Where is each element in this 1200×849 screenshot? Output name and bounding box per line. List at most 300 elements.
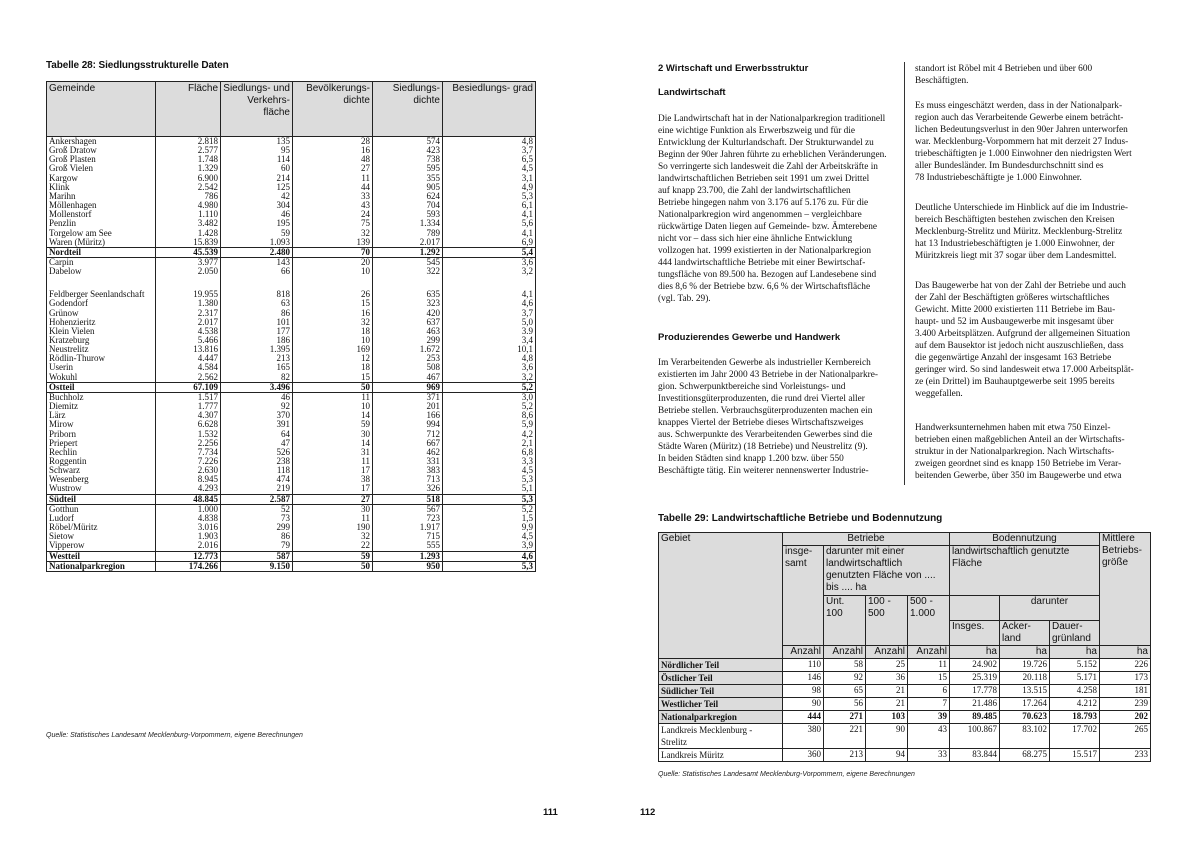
value-cell: 213 <box>824 749 866 762</box>
value-cell: 508 <box>373 363 443 372</box>
value-cell: 4,5 <box>443 532 536 541</box>
t29-unit-anzahl-4: Anzahl <box>908 646 950 659</box>
value-cell: 20.118 <box>1000 672 1050 685</box>
value-cell: 135 <box>221 137 293 147</box>
value-cell: 114 <box>221 155 293 164</box>
value-cell: 27 <box>293 494 373 504</box>
value-cell: 83.844 <box>950 749 1000 762</box>
table-29-title: Tabelle 29: Landwirtschaftliche Betriebe und Bodennutzung <box>658 513 943 524</box>
gemeinde-cell: Rödlin-Thurow <box>47 354 156 363</box>
gemeinde-cell: Ludorf <box>47 514 156 523</box>
gemeinde-cell: Torgelow am See <box>47 229 156 238</box>
value-cell: 16 <box>293 146 373 155</box>
value-cell: 190 <box>293 523 373 532</box>
value-cell: 48 <box>293 155 373 164</box>
value-cell: 786 <box>156 192 221 201</box>
value-cell: 42 <box>221 192 293 201</box>
table-row <box>47 137 536 147</box>
value-cell: 3,0 <box>443 392 536 402</box>
gemeinde-cell: Lärz <box>47 411 156 420</box>
value-cell: 7.226 <box>156 457 221 466</box>
table-29-source: Quelle: Statistisches Landesamt Mecklenburg-Vorpommern, eigene Berechnungen <box>658 771 915 778</box>
table-row <box>47 439 536 448</box>
gemeinde-cell: Nordteil <box>47 247 156 257</box>
value-cell: 5,3 <box>443 561 536 571</box>
value-cell: 723 <box>373 514 443 523</box>
value-cell: 587 <box>221 551 293 561</box>
value-cell: 2.630 <box>156 466 221 475</box>
t29-header-gebiet: Gebiet <box>659 533 783 659</box>
value-cell: 4.212 <box>1050 698 1100 711</box>
gemeinde-cell: Röbel/Müritz <box>47 523 156 532</box>
value-cell: 12.773 <box>156 551 221 561</box>
value-cell: 2,1 <box>443 439 536 448</box>
value-cell: 83.102 <box>1000 724 1050 749</box>
gemeinde-cell: Rechlin <box>47 448 156 457</box>
table-row <box>47 210 536 219</box>
value-cell: 25 <box>866 659 908 672</box>
value-cell: 70.623 <box>1000 711 1050 724</box>
table-28-source: Quelle: Statistisches Landesamt Mecklenburg-Vorpommern, eigene Berechnungen <box>46 732 303 739</box>
value-cell: 239 <box>1100 698 1151 711</box>
value-cell: 3,3 <box>443 457 536 466</box>
value-cell: 110 <box>783 659 824 672</box>
value-cell: 2.017 <box>373 238 443 248</box>
value-cell: 1.748 <box>156 155 221 164</box>
table-row <box>47 155 536 164</box>
value-cell: 420 <box>373 309 443 318</box>
value-cell: 5,1 <box>443 484 536 494</box>
gemeinde-cell: Neustrelitz <box>47 345 156 354</box>
value-cell: 25.319 <box>950 672 1000 685</box>
value-cell: 4,1 <box>443 276 536 299</box>
value-cell: 2.577 <box>156 146 221 155</box>
value-cell: 5.152 <box>1050 659 1100 672</box>
value-cell: 1.329 <box>156 164 221 173</box>
value-cell: 82 <box>221 373 293 383</box>
table-row <box>659 672 1151 685</box>
value-cell: 950 <box>373 561 443 571</box>
value-cell: 5,9 <box>443 420 536 429</box>
gemeinde-cell: Carpin <box>47 258 156 268</box>
value-cell: 323 <box>373 299 443 308</box>
value-cell: 4.584 <box>156 363 221 372</box>
value-cell: 6,1 <box>443 201 536 210</box>
value-cell: 4,6 <box>443 551 536 561</box>
gemeinde-cell: Nationalparkregion <box>47 561 156 571</box>
value-cell: 712 <box>373 430 443 439</box>
value-cell: 18 <box>293 363 373 372</box>
t29-header-darunter: darunter <box>1000 596 1100 621</box>
value-cell: 4,6 <box>443 299 536 308</box>
value-cell: 6,5 <box>443 155 536 164</box>
value-cell: 2.818 <box>156 137 221 147</box>
value-cell: 44 <box>293 183 373 192</box>
value-cell: 2.050 <box>156 267 221 276</box>
t28-header-siedlungsdichte: Siedlungs- dichte <box>373 82 443 137</box>
value-cell: 6,9 <box>443 238 536 248</box>
table-row <box>659 711 1151 724</box>
value-cell: 3,6 <box>443 363 536 372</box>
table-row <box>47 457 536 466</box>
gemeinde-cell: Hohenzieritz <box>47 318 156 327</box>
value-cell: 15.839 <box>156 238 221 248</box>
value-cell: 1.903 <box>156 532 221 541</box>
value-cell: 18 <box>293 327 373 336</box>
value-cell: 59 <box>293 420 373 429</box>
paragraph-baugewerbe: Das Baugewerbe hat von der Zahl der Betriebe und auch der Zahl der Beschäftigten größeres wirtschaftliches Gewicht. Mitte 2000 existierten 111 Betriebe im Bau- haupt- und 52 im Ausbaugewerbe mit insgesamt über 3.400 Arbeitsplätzen. Aufgrund der allgemeinen Situation auf dem Bausektor ist jedoch nicht auszuschließen, dass die gegenwärtige Anzahl der insgesamt 163 Betriebe geringer wird. So sind landesweit etwa 17.000 Arbeitsplät- ze (ein Drittel) im Bauhauptgewerbe seit 1995 bereits weggefallen. <box>915 281 1134 399</box>
gemeinde-cell: Marihn <box>47 192 156 201</box>
value-cell: 5,2 <box>443 402 536 411</box>
table-row <box>47 363 536 372</box>
table-row <box>47 448 536 457</box>
gemeinde-cell: Klink <box>47 183 156 192</box>
value-cell: 32 <box>293 229 373 238</box>
value-cell: 17 <box>293 466 373 475</box>
t29-header-bodennutzung: Bodennutzung <box>950 533 1100 546</box>
paragraph-kreise: Deutliche Unterschiede im Hinblick auf die im Industrie- bereich Beschäftigten bestehen zwischen den Kreisen Mecklenburg-Strelitz und Müritz. Mecklenburg-Strelitz hat 13 Industriebeschäftigten je 1.000 Einwohner, der Müritzkreis liegt mit 37 sogar über dem Landesmittel. <box>915 203 1128 261</box>
value-cell: 67.109 <box>156 382 221 392</box>
value-cell: 238 <box>221 457 293 466</box>
gemeinde-cell: Grünow <box>47 309 156 318</box>
value-cell: 2.256 <box>156 439 221 448</box>
value-cell: 32 <box>293 318 373 327</box>
value-cell: 11 <box>293 174 373 183</box>
table-row <box>659 698 1151 711</box>
value-cell: 46 <box>221 392 293 402</box>
value-cell: 6.900 <box>156 174 221 183</box>
value-cell: 3,6 <box>443 258 536 268</box>
value-cell: 371 <box>373 392 443 402</box>
value-cell: 15.517 <box>1050 749 1100 762</box>
gemeinde-cell: Westteil <box>47 551 156 561</box>
value-cell: 1.293 <box>373 551 443 561</box>
value-cell: 219 <box>221 484 293 494</box>
value-cell: 322 <box>373 267 443 276</box>
value-cell: 1.093 <box>221 238 293 248</box>
table-row <box>47 276 536 299</box>
value-cell: 89.485 <box>950 711 1000 724</box>
gemeinde-cell: Mollenstorf <box>47 210 156 219</box>
value-cell: 713 <box>373 475 443 484</box>
value-cell: 715 <box>373 532 443 541</box>
value-cell: 43 <box>293 201 373 210</box>
gemeinde-cell: Groß Plasten <box>47 155 156 164</box>
table-row <box>47 299 536 308</box>
gemeinde-cell: Südteil <box>47 494 156 504</box>
value-cell: 14 <box>293 411 373 420</box>
value-cell: 1.532 <box>156 430 221 439</box>
value-cell: 169 <box>293 345 373 354</box>
value-cell: 2.587 <box>221 494 293 504</box>
value-cell: 4,2 <box>443 430 536 439</box>
gemeinde-cell: Diemitz <box>47 402 156 411</box>
value-cell: 213 <box>221 354 293 363</box>
value-cell: 3.977 <box>156 258 221 268</box>
table-row <box>659 724 1151 749</box>
gemeinde-cell: Priepert <box>47 439 156 448</box>
value-cell: 4,8 <box>443 354 536 363</box>
table-row <box>659 749 1151 762</box>
value-cell: 574 <box>373 137 443 147</box>
table-28-title: Tabelle 28: Siedlungsstrukturelle Daten <box>46 60 229 71</box>
value-cell: 233 <box>1100 749 1151 762</box>
value-cell: 186 <box>221 336 293 345</box>
value-cell: 3,9 <box>443 541 536 551</box>
value-cell: 1.517 <box>156 392 221 402</box>
table-row <box>47 382 536 392</box>
value-cell: 635 <box>373 276 443 299</box>
table-row <box>47 229 536 238</box>
value-cell: 46 <box>221 210 293 219</box>
value-cell: 380 <box>783 724 824 749</box>
value-cell: 3,4 <box>443 336 536 345</box>
value-cell: 43 <box>908 724 950 749</box>
paragraph-roebel: standort ist Röbel mit 4 Betrieben und über 600 Beschäftigten. <box>915 64 1093 86</box>
value-cell: 2.562 <box>156 373 221 383</box>
value-cell: 4,1 <box>443 210 536 219</box>
value-cell: 125 <box>221 183 293 192</box>
t29-header-ackerland: Acker- land <box>1000 621 1050 646</box>
value-cell: 50 <box>293 561 373 571</box>
value-cell: 2.317 <box>156 309 221 318</box>
gemeinde-cell: Userin <box>47 363 156 372</box>
value-cell: 94 <box>866 749 908 762</box>
table-row <box>47 504 536 514</box>
table-row <box>47 420 536 429</box>
value-cell: 221 <box>824 724 866 749</box>
t29-header-darunter-groesse: darunter mit einer landwirtschaftlich genutzten Fläche von .... bis .... ha <box>824 546 950 596</box>
value-cell: 1.334 <box>373 219 443 228</box>
value-cell: 667 <box>373 439 443 448</box>
value-cell: 299 <box>373 336 443 345</box>
value-cell: 21 <box>866 698 908 711</box>
value-cell: 6,8 <box>443 448 536 457</box>
t29-unit-ha-4: ha <box>1100 646 1151 659</box>
value-cell: 593 <box>373 210 443 219</box>
value-cell: 331 <box>373 457 443 466</box>
table-row <box>47 523 536 532</box>
value-cell: 90 <box>866 724 908 749</box>
table-row <box>47 146 536 155</box>
value-cell: 33 <box>293 192 373 201</box>
table-row <box>47 373 536 383</box>
value-cell: 5,2 <box>443 382 536 392</box>
table-row <box>47 392 536 402</box>
value-cell: 36 <box>866 672 908 685</box>
t29-header-spacer <box>950 596 1000 621</box>
gemeinde-cell: Wesenberg <box>47 475 156 484</box>
value-cell: 18.793 <box>1050 711 1100 724</box>
value-cell: 65 <box>824 685 866 698</box>
gemeinde-cell: Möllenhagen <box>47 201 156 210</box>
value-cell: 5.171 <box>1050 672 1100 685</box>
table-row <box>47 327 536 336</box>
value-cell: 22 <box>293 541 373 551</box>
value-cell: 17.778 <box>950 685 1000 698</box>
value-cell: 3.016 <box>156 523 221 532</box>
value-cell: 637 <box>373 318 443 327</box>
t29-unit-anzahl-2: Anzahl <box>824 646 866 659</box>
value-cell: 2.542 <box>156 183 221 192</box>
t29-header-lf: landwirtschaftlich genutzte Fläche <box>950 546 1100 596</box>
value-cell: 11 <box>293 514 373 523</box>
value-cell: 73 <box>221 514 293 523</box>
value-cell: 17 <box>293 484 373 494</box>
t29-header-100-500: 100 - 500 <box>866 596 908 646</box>
gemeinde-cell: Vipperow <box>47 541 156 551</box>
value-cell: 5,2 <box>443 504 536 514</box>
value-cell: 14 <box>293 439 373 448</box>
value-cell: 75 <box>293 219 373 228</box>
table-row <box>47 514 536 523</box>
paragraph-landwirtschaft: Die Landwirtschaft hat in der Nationalparkregion traditionell eine wichtige Funktion als Erwerbszweig und für die Entwicklung der Kulturlandschaft. Der Strukturwandel zu Beginn der 90er Jahren führte zu erheblichen Veränderungen. So verringerte sich landesweit die Zahl der Arbeitskräfte in landwirtschaftlichen Betrieben seit 1991 um zwei Drittel auf knapp 23.700, die Zahl der landwirtschaftlichen Betriebe hingegen nahm von 3.176 auf 5.176 zu. Für die Nationalparkregion wird angenommen – vergleichbare rückwärtige Daten liegen auf Gemeinde- bzw. Ämterebene nicht vor – dass sich hier eine ähnliche Entwicklung vollzogen hat. 1999 existierten in der Nationalparkregion 444 landwirtschaftliche Betriebe mit einer Bewirtschaf- tungsfläche von 89.500 ha. Bezogen auf Landesebene sind dies 8,6 % der Betriebe bzw. 6,6 % der Wirtschaftsfläche (vgl. Tab. 29). <box>658 114 887 304</box>
table-28-body <box>47 137 536 572</box>
value-cell: 101 <box>221 318 293 327</box>
value-cell: 13.816 <box>156 345 221 354</box>
column-divider <box>904 62 905 485</box>
gemeinde-cell: Gotthun <box>47 504 156 514</box>
t29-header-insgesamt: insge- samt <box>783 546 824 646</box>
gemeinde-cell: Priborn <box>47 430 156 439</box>
value-cell: 86 <box>221 309 293 318</box>
value-cell: 10 <box>293 402 373 411</box>
value-cell: 27 <box>293 164 373 173</box>
gebiet-cell: Östlicher Teil <box>659 672 783 685</box>
value-cell: 2.480 <box>221 247 293 257</box>
value-cell: 8,6 <box>443 411 536 420</box>
value-cell: 24 <box>293 210 373 219</box>
value-cell: 474 <box>221 475 293 484</box>
value-cell: 595 <box>373 164 443 173</box>
value-cell: 1.380 <box>156 299 221 308</box>
gemeinde-cell: Wustrow <box>47 484 156 494</box>
value-cell: 4.538 <box>156 327 221 336</box>
value-cell: 15 <box>293 299 373 308</box>
value-cell: 738 <box>373 155 443 164</box>
value-cell: 3.496 <box>221 382 293 392</box>
value-cell: 4,5 <box>443 164 536 173</box>
value-cell: 789 <box>373 229 443 238</box>
gemeinde-cell: Dabelow <box>47 267 156 276</box>
gebiet-cell: Nationalparkregion <box>659 711 783 724</box>
value-cell: 100.867 <box>950 724 1000 749</box>
value-cell: 3,7 <box>443 146 536 155</box>
value-cell: 5,6 <box>443 219 536 228</box>
gemeinde-cell: Buchholz <box>47 392 156 402</box>
value-cell: 226 <box>1100 659 1151 672</box>
value-cell: 3,7 <box>443 309 536 318</box>
value-cell: 118 <box>221 466 293 475</box>
value-cell: 70 <box>293 247 373 257</box>
value-cell: 4,8 <box>443 137 536 147</box>
gemeinde-cell: Kratzeburg <box>47 336 156 345</box>
value-cell: 2.017 <box>156 318 221 327</box>
value-cell: 12 <box>293 354 373 363</box>
gemeinde-cell: Godendorf <box>47 299 156 308</box>
value-cell: 545 <box>373 258 443 268</box>
value-cell: 326 <box>373 484 443 494</box>
value-cell: 47 <box>221 439 293 448</box>
value-cell: 64 <box>221 430 293 439</box>
gemeinde-cell: Ostteil <box>47 382 156 392</box>
value-cell: 1.777 <box>156 402 221 411</box>
value-cell: 555 <box>373 541 443 551</box>
value-cell: 39 <box>908 711 950 724</box>
value-cell: 4,9 <box>443 183 536 192</box>
value-cell: 21.486 <box>950 698 1000 711</box>
value-cell: 30 <box>293 430 373 439</box>
value-cell: 214 <box>221 174 293 183</box>
value-cell: 59 <box>293 551 373 561</box>
value-cell: 4.980 <box>156 201 221 210</box>
table-row <box>47 174 536 183</box>
value-cell: 10 <box>293 267 373 276</box>
value-cell: 391 <box>221 420 293 429</box>
t28-header-gemeinde: Gemeinde <box>47 82 156 137</box>
table-28-header-row <box>47 82 536 137</box>
gemeinde-cell: Klein Vielen <box>47 327 156 336</box>
gebiet-cell: Nördlicher Teil <box>659 659 783 672</box>
value-cell: 462 <box>373 448 443 457</box>
value-cell: 177 <box>221 327 293 336</box>
t29-header-betriebe: Betriebe <box>783 533 950 546</box>
value-cell: 21 <box>866 685 908 698</box>
page-number-left: 111 <box>543 807 558 818</box>
value-cell: 16 <box>293 309 373 318</box>
value-cell: 2.016 <box>156 541 221 551</box>
value-cell: 50 <box>293 382 373 392</box>
value-cell: 624 <box>373 192 443 201</box>
value-cell: 969 <box>373 382 443 392</box>
value-cell: 6.628 <box>156 420 221 429</box>
value-cell: 195 <box>221 219 293 228</box>
value-cell: 4.258 <box>1050 685 1100 698</box>
value-cell: 30 <box>293 504 373 514</box>
paragraph-handwerk: Handwerksunternehmen haben mit etwa 750 Einzel- betrieben einen maßgeblichen Anteil an der Wirtschafts- struktur in der Nationalparkregion. Nach Wirtschafts- zweigen geordnet sind es knapp 150 Betriebe im Verar- beitenden Gewerbe, über 350 im Baugewerbe und etwa <box>915 423 1125 481</box>
value-cell: 271 <box>824 711 866 724</box>
value-cell: 3,2 <box>443 267 536 276</box>
value-cell: 355 <box>373 174 443 183</box>
t29-unit-ha-3: ha <box>1050 646 1100 659</box>
value-cell: 1.292 <box>373 247 443 257</box>
value-cell: 66 <box>221 267 293 276</box>
value-cell: 1.672 <box>373 345 443 354</box>
value-cell: 4.293 <box>156 484 221 494</box>
value-cell: 4.447 <box>156 354 221 363</box>
gemeinde-cell: Kargow <box>47 174 156 183</box>
value-cell: 1.395 <box>221 345 293 354</box>
table-row <box>47 164 536 173</box>
gemeinde-cell: Groß Vielen <box>47 164 156 173</box>
section-heading: 2 Wirtschaft und Erwerbsstruktur <box>658 63 809 74</box>
t29-header-unt100: Unt. 100 <box>824 596 866 646</box>
table-row <box>47 201 536 210</box>
value-cell: 11 <box>293 392 373 402</box>
subheading-landwirtschaft: Landwirtschaft <box>658 87 726 98</box>
gemeinde-cell: Sietow <box>47 532 156 541</box>
value-cell: 360 <box>783 749 824 762</box>
value-cell: 1.428 <box>156 229 221 238</box>
value-cell: 28 <box>293 137 373 147</box>
value-cell: 92 <box>824 672 866 685</box>
value-cell: 3,2 <box>443 373 536 383</box>
table-row <box>47 494 536 504</box>
value-cell: 7 <box>908 698 950 711</box>
table-row <box>47 411 536 420</box>
value-cell: 24.902 <box>950 659 1000 672</box>
gemeinde-cell: Ankershagen <box>47 137 156 147</box>
